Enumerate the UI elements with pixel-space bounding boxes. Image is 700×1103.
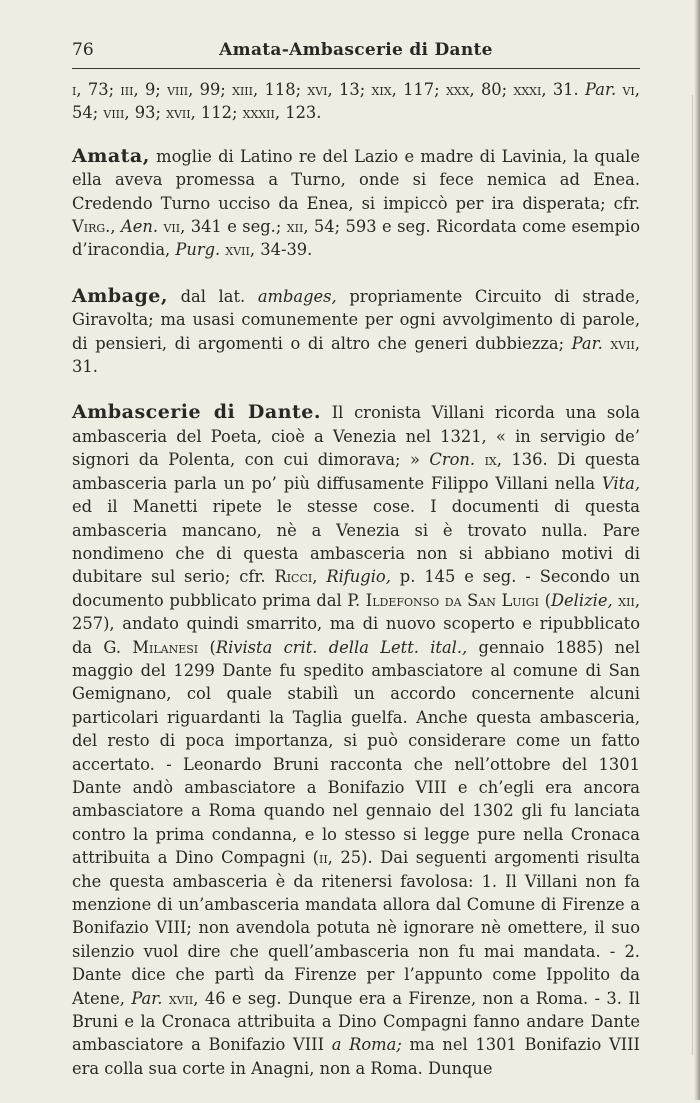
entry-ambascerie (72, 401, 640, 1080)
running-head: Amata-Ambascerie di Dante (219, 40, 493, 60)
continuation-paragraph (72, 78, 640, 125)
body-text (72, 78, 640, 1103)
entry-ambage (72, 285, 640, 379)
entry-text: moglie di Latino re del Lazio e madre di Lavinia, la quale ella aveva promessa a Turno, onde si fece nemica ad Enea. Credendo Turno ucciso da Enea, si impiccò per ira disperata; cfr. Virg., Aen. vii, 341 e seg.; xii, 54; 593 e seg. Ricordata come esempio d’iracondia, Purg. xvii, 34-39. (72, 146, 640, 260)
page-header (72, 40, 640, 62)
header-rule (72, 68, 640, 69)
entry-text: Il cronista Villani ricorda una sola ambasceria del Poeta, cioè a Venezia nel 1321, « in servigio de’ signori da Polenta, con cui dimorava; » Cron. ix, 136. Di questa ambasceria parla un po’ più diffusamente Filippo Villani nella Vita, ed il Manetti ripete le stesse cose. I documenti di questa ambasceria mancano, nè a Venezia si è trovato nulla. Pare nondimeno che di questa ambasceria non si abbiano motivi di dubitare sul serio; cfr. Ricci, Rifugio, p. 145 e seg. - Secondo un documento pubblicato prima dal P. Ildefonso da San Luigi (Delizie, xii, 257), andato quindi smarrito, ma di nuovo scoperto e ripubblicato da G. Milanesi (Rivista crit. della Lett. ital., gennaio 1885) nel maggio del 1299 Dante fu spedito ambasciatore al comune di San Gemignano, col quale stabilì un accordo concernente alcuni particolari riguardanti la Taglia guelfa. Anche questa ambasceria, del resto di poca importanza, si può considerare come un fatto accertato. - Leonardo Bruni racconta che nell’ottobre del 1301 Dante andò ambasciatore a Bonifazio VIII e ch’egli era ancora ambasciatore a Roma quando nel gennaio del 1302 gli fu lanciata contro la prima condanna, e lo stesso si legge pure nella Cronaca attribuita a Dino Compagni (ii, 25). Dai seguenti argomenti risulta che questa ambasceria è da ritenersi favolosa: 1. Il Villani non fa menzione di un’ambasceria mandata allora dal Comune di Firenze a Bonifazio VIII; non avendola potuta nè ignorare nè omettere, il suo silenzio vuol dire che quell’ambasceria non fu mai mandata. - 2. Dante dice che partì da Firenze per l’appunto come Ippolito da Atene, Par. xvii, 46 e seg. Dunque era a Firenze, non a Roma. - 3. Il Bruni e la Cronaca attribuita a Dino Compagni fanno andare Dante ambasciatore a Bonifazio VIII a Roma; ma nel 1301 Bonifazio VIII era colla sua corte in Anagni, non a Roma. Dunque (72, 403, 640, 1078)
entry-text: dal lat. ambages, propriamente Circuito di strade, Giravolta; ma usasi comunemente per ogni avvolgimento di parole, di pensieri, di argomenti o di altro che generi dubbiezza; Par. xvii, 31. (72, 286, 641, 377)
entry-headword: Ambascerie di Dante. (72, 401, 321, 424)
entry-amata (72, 145, 640, 262)
page-edge-line (692, 95, 693, 1055)
page-number: 76 (72, 40, 94, 60)
entry-headword: Ambage, (72, 284, 168, 307)
page-edge-shadow (694, 0, 700, 1100)
paragraph-text: i, 73; iii, 9; viii, 99; xiii, 118; xvi, 13; xix, 117; xxx, 80; xxxi, 31. Par. vi, 54; viii, 93; xvii, 112; xxxii, 123. (72, 80, 640, 123)
entry-headword: Amata, (72, 144, 150, 167)
